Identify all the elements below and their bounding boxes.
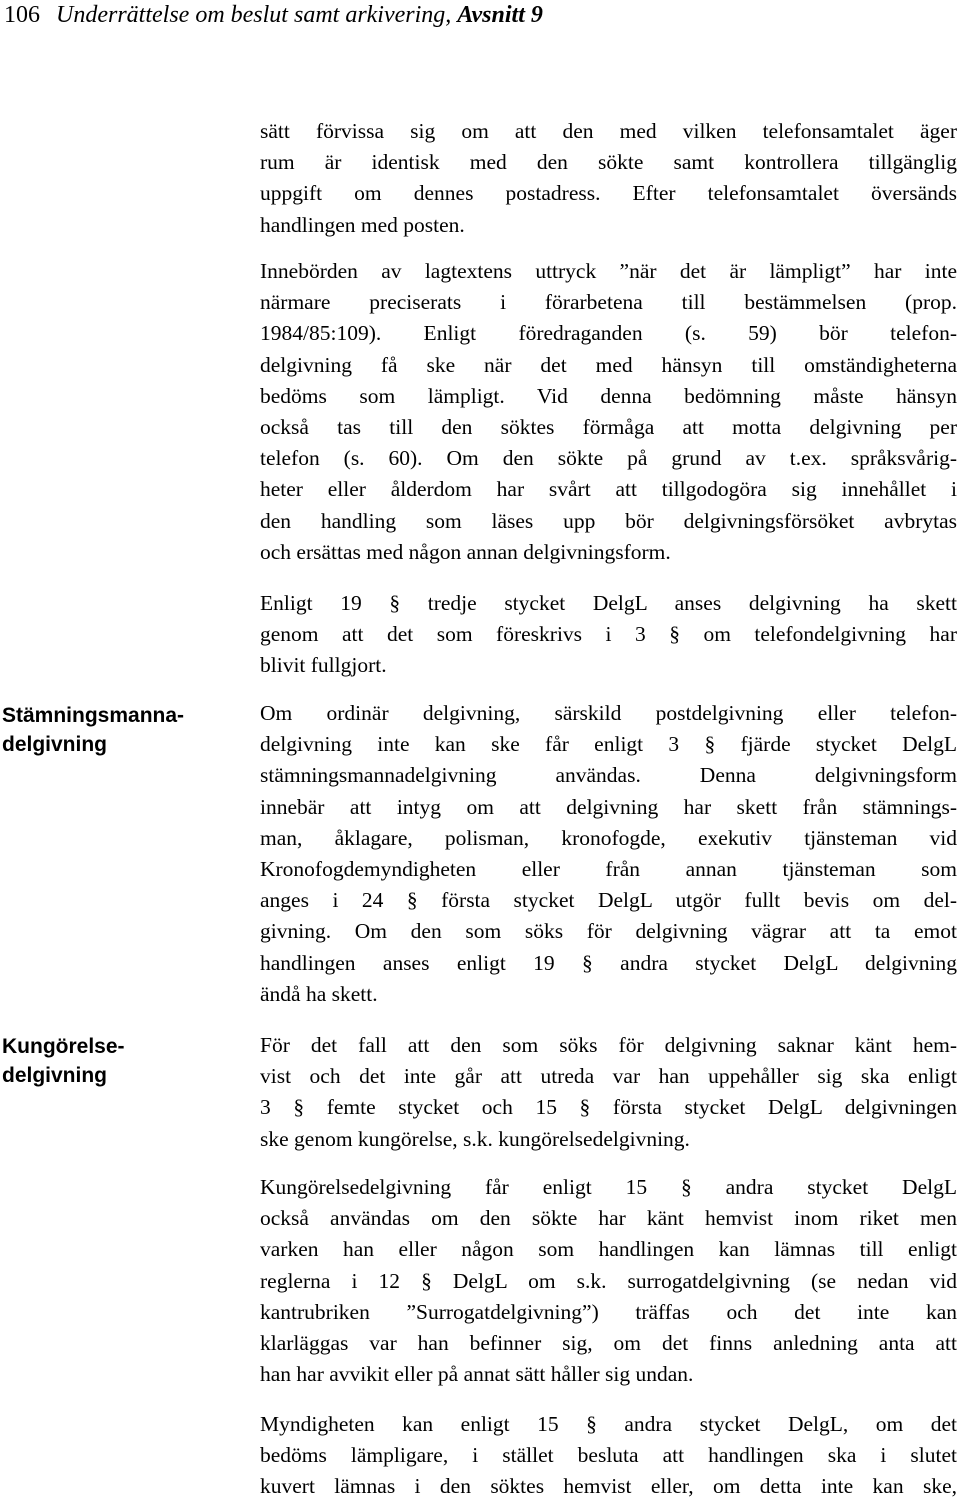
text-line: telefon (s. 60). Om den sökte på grund av t.ex. språksvårig- xyxy=(260,446,957,471)
paragraph-stamningsmanna xyxy=(260,698,957,1010)
text-line: kuvert lämnas i den söktes hemvist eller, om detta inte kan ske, xyxy=(260,1474,957,1499)
text-line: 1984/85:109). Enligt föredraganden (s. 59) bör telefon- xyxy=(260,321,957,346)
page-number: 106 xyxy=(4,2,40,28)
text-line: sätt förvissa sig om att den med vilken telefonsamtalet äger xyxy=(260,119,957,143)
text-line: ske genom kungörelse, s.k. kungörelsedelgivning. xyxy=(260,1126,690,1151)
text-line: också tas till den söktes förmåga att motta delgivning per xyxy=(260,414,957,439)
text-line: delgivning inte kan ske får enligt 3 § fjärde stycket DelgL xyxy=(260,732,957,757)
margin-heading-line: Stämningsmanna- xyxy=(2,704,185,727)
paragraph-lampligt xyxy=(260,256,957,568)
text-line: vist och det inte går att utreda var han uppehåller sig ska enligt xyxy=(260,1064,957,1089)
text-line: varken han eller någon som handlingen kan lämnas till enligt xyxy=(260,1237,957,1262)
text-line: han har avvikit eller på annat sätt håller sig undan. xyxy=(260,1362,694,1387)
margin-heading-kungorelse xyxy=(2,1032,242,1090)
text-line: Om ordinär delgivning, särskild postdelgivning eller telefon- xyxy=(260,701,957,725)
text-line: anges i 24 § första stycket DelgL utgör fullt bevis om del- xyxy=(260,888,957,913)
text-line: kantrubriken ”Surrogatdelgivning”) träffas och det inte kan xyxy=(260,1299,957,1324)
text-line: bedöms som lämpligt. Vid denna bedömning måste hänsyn xyxy=(260,383,957,408)
paragraph-telefon-continued xyxy=(260,116,957,241)
text-line: delgivning få ske när det med hänsyn till omständigheterna xyxy=(260,352,957,377)
text-line: ändå ha skett. xyxy=(260,981,378,1006)
text-line: och ersättas med någon annan delgivningsform. xyxy=(260,539,671,564)
text-line: klarläggas var han befinner sig, om det finns anledning anta att xyxy=(260,1330,957,1355)
text-line: Innebörden av lagtextens uttryck ”när det är lämpligt” har inte xyxy=(260,259,957,283)
text-line: man, åklagare, polisman, kronofogde, exekutiv tjänsteman vid xyxy=(260,825,957,850)
paragraph-myndigheten xyxy=(260,1409,957,1503)
text-line: den handling som läses upp bör delgivningsförsöket avbrytas xyxy=(260,508,957,533)
section-label: Avsnitt 9 xyxy=(457,2,543,28)
page-header xyxy=(4,0,543,30)
paragraph-kungorelse-andra xyxy=(260,1172,957,1390)
text-line: 3 § femte stycket och 15 § första stycket DelgL delgivningen xyxy=(260,1095,957,1120)
paragraph-19-tredje xyxy=(260,588,957,682)
text-line: handlingen anses enligt 19 § andra stycket DelgL delgivning xyxy=(260,950,957,975)
text-line: givning. Om den som söks för delgivning vägrar att ta emot xyxy=(260,919,957,944)
text-line: Myndigheten kan enligt 15 § andra stycket DelgL, om det xyxy=(260,1412,957,1436)
text-line: närmare preciserats i förarbetena till bestämmelsen (prop. xyxy=(260,290,957,315)
text-line: Kungörelsedelgivning får enligt 15 § andra stycket DelgL xyxy=(260,1175,957,1199)
text-line: Kronofogdemyndigheten eller från annan tjänsteman som xyxy=(260,856,957,881)
text-line: uppgift om dennes postadress. Efter telefonsamtalet översänds xyxy=(260,181,957,206)
text-line: rum är identisk med den sökte samt kontrollera tillgänglig xyxy=(260,150,957,175)
text-line: reglerna i 12 § DelgL om s.k. surrogatdelgivning (se nedan vid xyxy=(260,1268,957,1293)
running-title: Underrättelse om beslut samt arkivering, xyxy=(56,2,452,28)
paragraph-kungorelse-intro xyxy=(260,1030,957,1155)
text-line: heter eller ålderdom har svårt att tillgodogöra sig innehållet i xyxy=(260,477,957,502)
text-line: bedöms lämpligare, i stället besluta att handlingen ska i slutet xyxy=(260,1443,957,1468)
text-line: För det fall att den som söks för delgivning saknar känt hem- xyxy=(260,1033,957,1057)
text-line: Enligt 19 § tredje stycket DelgL anses delgivning ha skett xyxy=(260,591,957,615)
text-line: handlingen med posten. xyxy=(260,212,465,237)
text-line: genom att det som föreskrivs i 3 § om telefondelgivning har xyxy=(260,622,957,647)
margin-heading-line: Kungörelse- xyxy=(2,1035,125,1058)
margin-heading-line: delgivning xyxy=(2,1064,107,1087)
text-line: stämningsmannadelgivning användas. Denna delgivningsform xyxy=(260,763,957,788)
margin-heading-stamningsmanna xyxy=(2,701,242,759)
text-line: också användas om den sökte har känt hemvist inom riket men xyxy=(260,1206,957,1231)
text-line: blivit fullgjort. xyxy=(260,653,387,678)
margin-heading-line: delgivning xyxy=(2,733,107,756)
text-line: innebär att intyg om att delgivning har skett från stämnings- xyxy=(260,794,957,819)
